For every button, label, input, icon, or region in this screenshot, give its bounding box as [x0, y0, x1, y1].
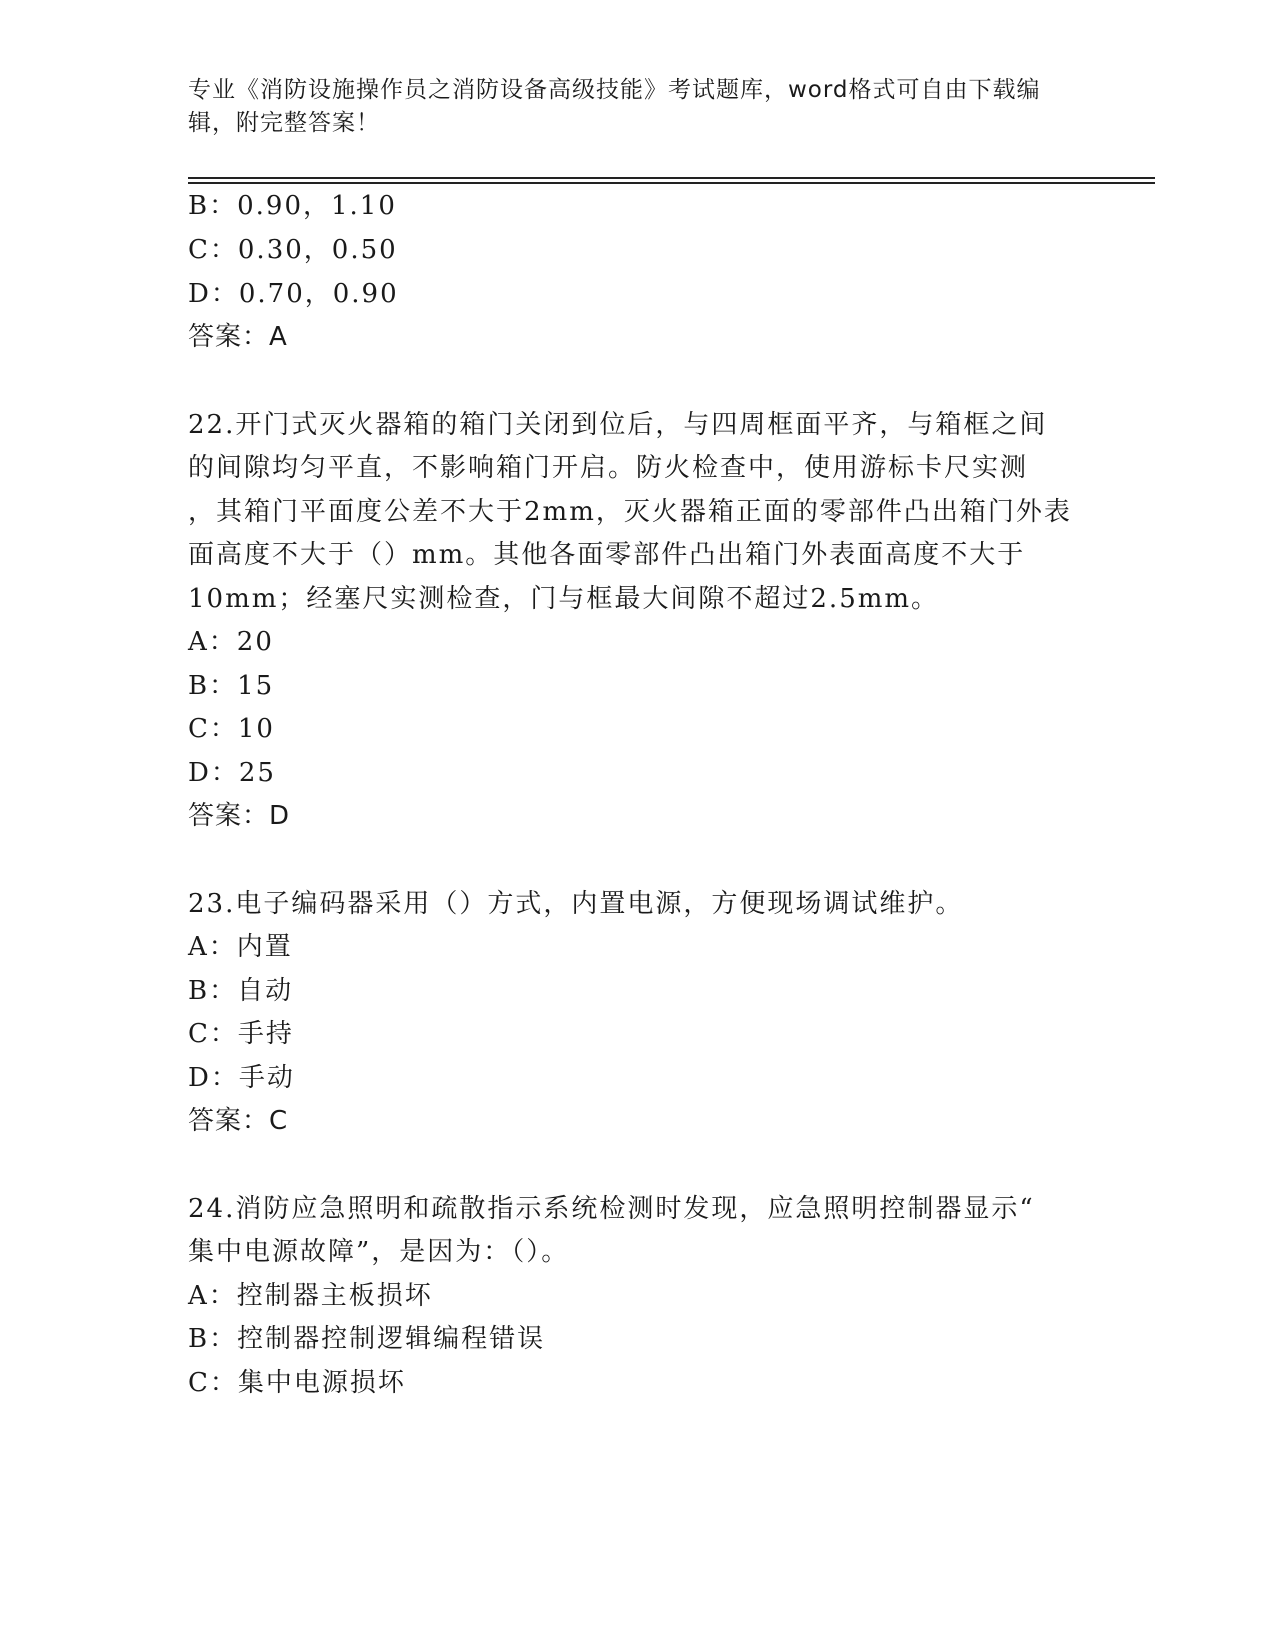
- q24-stem-line-1: 24.消防应急照明和疏散指示系统检测时发现，应急照明控制器显示“: [188, 1194, 1035, 1224]
- q22-option-c: C：10: [188, 714, 275, 744]
- header-rule-bottom: [188, 182, 1155, 184]
- header-line-1: 专业《消防设施操作员之消防设备高级技能》考试题库，word格式可自由下载编: [188, 77, 1041, 103]
- q22-stem-line-1: 22.开门式灭火器箱的箱门关闭到位后，与四周框面平齐，与箱框之间: [188, 410, 1048, 440]
- q23-answer: 答案：C: [188, 1106, 289, 1136]
- page-header: [188, 74, 1088, 140]
- header-line-2: 辑，附完整答案！: [188, 110, 380, 136]
- q23-option-a: A：内置: [188, 932, 293, 962]
- q22-stem-line-5: 10mm；经塞尺实测检查，门与框最大间隙不超过2.5mm。: [188, 584, 940, 614]
- q24-option-a: A：控制器主板损坏: [188, 1281, 433, 1311]
- q22-stem-line-2: 的间隙均匀平直，不影响箱门开启。防火检查中，使用游标卡尺实测: [188, 453, 1029, 483]
- q22-stem-line-4: 面高度不大于（）mm。其他各面零部件凸出箱门外表面高度不大于: [188, 540, 1026, 570]
- q21-option-c: C：0.30，0.50: [188, 235, 398, 265]
- q22-stem-line-3: ，其箱门平面度公差不大于2mm，灭火器箱正面的零部件凸出箱门外表: [188, 497, 1072, 527]
- q21-option-d: D：0.70，0.90: [188, 279, 399, 309]
- q23-stem-line-1: 23.电子编码器采用（）方式，内置电源，方便现场调试维护。: [188, 889, 964, 919]
- q22-option-d: D：25: [188, 758, 276, 788]
- q21-option-b: B：0.90，1.10: [188, 191, 397, 221]
- q21-answer: 答案：A: [188, 322, 288, 352]
- q22-answer: 答案：D: [188, 801, 291, 831]
- q24-stem-line-2: 集中电源故障”，是因为：（）。: [188, 1237, 570, 1267]
- q23-option-b: B：自动: [188, 976, 294, 1006]
- q24-option-c: C：集中电源损坏: [188, 1368, 406, 1398]
- header-rule-top: [188, 177, 1155, 179]
- q23-option-c: C：手持: [188, 1019, 294, 1049]
- q23-option-d: D：手动: [188, 1063, 295, 1093]
- q22-option-a: A：20: [188, 627, 274, 657]
- q24-option-b: B：控制器控制逻辑编程错误: [188, 1324, 546, 1354]
- q22-option-b: B：15: [188, 671, 275, 701]
